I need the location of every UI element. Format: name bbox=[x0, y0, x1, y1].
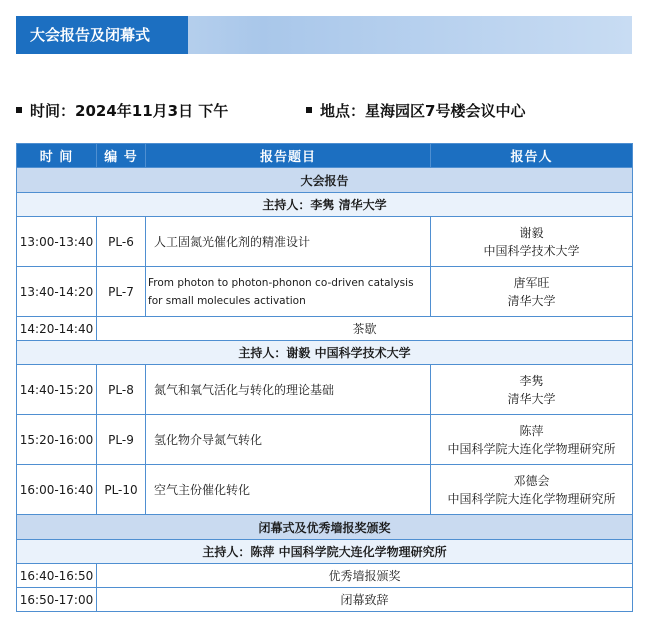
header-time: 时 间 bbox=[17, 144, 97, 168]
speaker-affiliation: 清华大学 bbox=[507, 293, 556, 308]
topic-cell: From photon to photon-phonon co-driven catalysis for small molecules activation bbox=[146, 267, 431, 317]
time-info bbox=[16, 100, 228, 121]
chair-row bbox=[17, 193, 633, 217]
code-cell: PL-8 bbox=[97, 365, 146, 415]
place-info bbox=[306, 100, 525, 121]
time-cell: 16:40-16:50 bbox=[17, 564, 97, 588]
time-cell: 13:00-13:40 bbox=[17, 217, 97, 267]
closing-label: 优秀墙报颁奖 bbox=[97, 564, 633, 588]
banner-title: 大会报告及闭幕式 bbox=[16, 16, 188, 54]
section-row bbox=[17, 168, 633, 193]
time-cell: 16:00-16:40 bbox=[17, 465, 97, 515]
schedule-table bbox=[16, 143, 633, 612]
speaker-cell bbox=[431, 415, 633, 465]
section-title: 大会报告 bbox=[17, 168, 633, 193]
speaker-name: 李隽 bbox=[519, 373, 544, 388]
time-label: 时间： bbox=[30, 102, 76, 120]
bullet-icon bbox=[16, 107, 22, 113]
code-cell: PL-6 bbox=[97, 217, 146, 267]
header-code: 编 号 bbox=[97, 144, 146, 168]
time-value: 2024年11月3日 下午 bbox=[75, 102, 229, 120]
topic-cell: 氮气和氧气活化与转化的理论基础 bbox=[146, 365, 431, 415]
break-row bbox=[17, 317, 633, 341]
section-banner bbox=[16, 16, 632, 54]
speaker-cell bbox=[431, 217, 633, 267]
place-label: 地点： bbox=[320, 102, 366, 120]
section-title: 闭幕式及优秀墙报奖颁奖 bbox=[17, 515, 633, 540]
table-row bbox=[17, 465, 633, 515]
speaker-cell bbox=[431, 267, 633, 317]
table-row bbox=[17, 267, 633, 317]
header-topic: 报告题目 bbox=[146, 144, 431, 168]
speaker-cell bbox=[431, 465, 633, 515]
code-cell: PL-7 bbox=[97, 267, 146, 317]
speaker-affiliation: 中国科学技术大学 bbox=[483, 243, 580, 258]
time-cell: 13:40-14:20 bbox=[17, 267, 97, 317]
topic-cell: 人工固氮光催化剂的精准设计 bbox=[146, 217, 431, 267]
speaker-name: 唐军旺 bbox=[513, 275, 550, 290]
speaker-affiliation: 中国科学院大连化学物理研究所 bbox=[447, 441, 616, 456]
speaker-name: 陈萍 bbox=[519, 423, 544, 438]
speaker-name: 谢毅 bbox=[519, 225, 544, 240]
closing-row bbox=[17, 564, 633, 588]
speaker-affiliation: 清华大学 bbox=[507, 391, 556, 406]
closing-row bbox=[17, 588, 633, 612]
chair-text: 主持人：陈萍 中国科学院大连化学物理研究所 bbox=[17, 540, 633, 564]
table-row bbox=[17, 365, 633, 415]
table-row bbox=[17, 415, 633, 465]
topic-cell: 空气主份催化转化 bbox=[146, 465, 431, 515]
chair-text: 主持人：李隽 清华大学 bbox=[17, 193, 633, 217]
schedule-table-wrap bbox=[16, 143, 632, 612]
speaker-cell bbox=[431, 365, 633, 415]
speaker-affiliation: 中国科学院大连化学物理研究所 bbox=[447, 491, 616, 506]
time-cell: 14:20-14:40 bbox=[17, 317, 97, 341]
section-row bbox=[17, 515, 633, 540]
table-header bbox=[17, 144, 633, 168]
place-value: 星海园区7号楼会议中心 bbox=[365, 102, 526, 120]
code-cell: PL-9 bbox=[97, 415, 146, 465]
chair-text: 主持人：谢毅 中国科学技术大学 bbox=[17, 341, 633, 365]
break-label: 茶歇 bbox=[97, 317, 633, 341]
chair-row bbox=[17, 341, 633, 365]
time-cell: 14:40-15:20 bbox=[17, 365, 97, 415]
speaker-name: 邓德会 bbox=[513, 473, 550, 488]
topic-cell: 氢化物介导氮气转化 bbox=[146, 415, 431, 465]
time-cell: 15:20-16:00 bbox=[17, 415, 97, 465]
closing-label: 闭幕致辞 bbox=[97, 588, 633, 612]
table-row bbox=[17, 217, 633, 267]
header-speaker: 报告人 bbox=[431, 144, 633, 168]
chair-row bbox=[17, 540, 633, 564]
code-cell: PL-10 bbox=[97, 465, 146, 515]
time-cell: 16:50-17:00 bbox=[17, 588, 97, 612]
bullet-icon bbox=[306, 107, 312, 113]
